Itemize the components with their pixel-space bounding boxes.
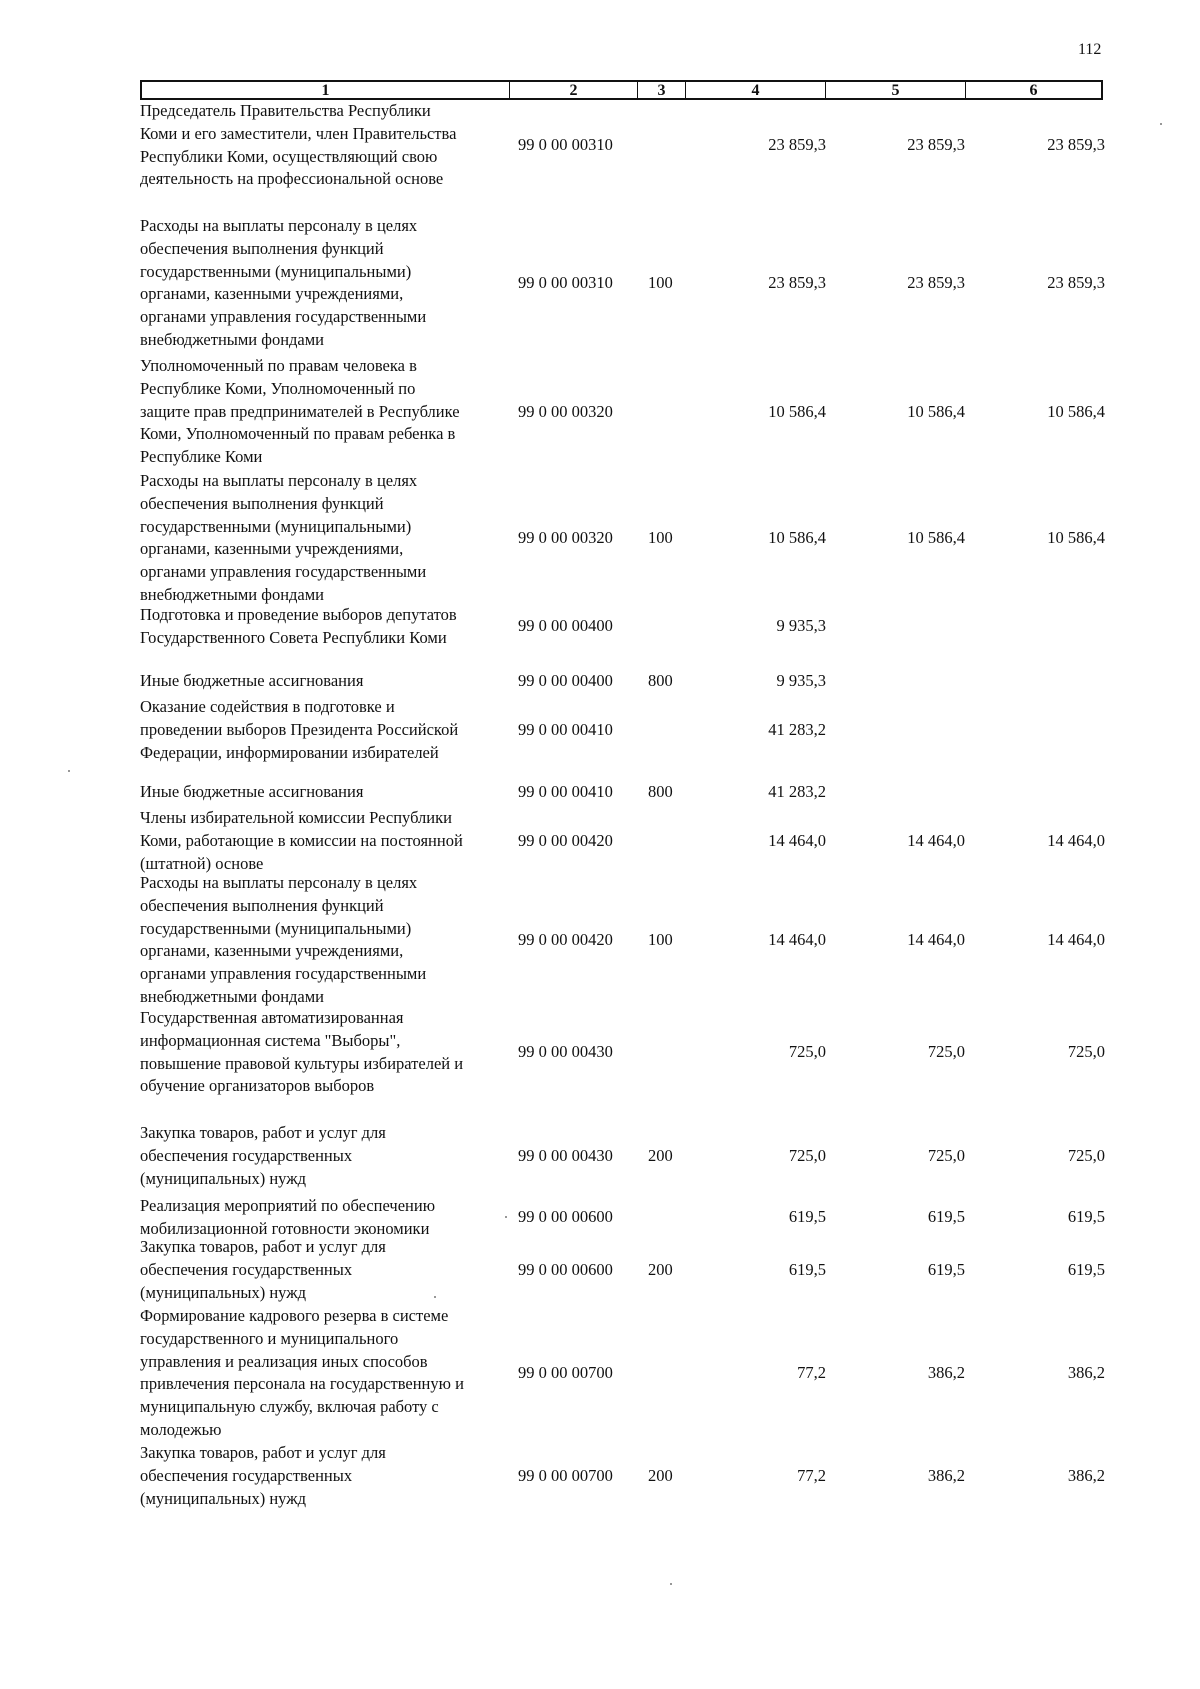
description-line: органами управления государственными bbox=[140, 562, 427, 582]
description-line: обеспечения выполнения функций bbox=[140, 895, 384, 915]
description-line: Уполномоченный по правам человека в bbox=[140, 356, 417, 375]
description-line: обеспечения государственных bbox=[140, 1465, 353, 1485]
row-description bbox=[140, 1007, 510, 1098]
row-code: 99 0 00 00700 bbox=[518, 1465, 613, 1485]
row-description bbox=[140, 215, 510, 352]
row-code: 99 0 00 00430 bbox=[518, 1145, 613, 1165]
row-value-col5: 14 464,0 bbox=[907, 930, 965, 949]
description-line: Коми, Уполномоченный по правам ребенка в bbox=[140, 424, 456, 444]
row-value-col6: 10 586,4 bbox=[1047, 401, 1105, 421]
description-line: внебюджетными фондами bbox=[140, 986, 325, 1006]
description-line: Оказание содействия в подготовке и bbox=[140, 697, 395, 716]
description-line: обеспечения выполнения функций bbox=[140, 238, 384, 258]
description-line: органами, казенными учреждениями, bbox=[140, 284, 404, 304]
description-line: управления и реализация иных способов bbox=[140, 1351, 428, 1371]
row-value-col4: 77,2 bbox=[797, 1363, 826, 1382]
row-expense-type: 100 bbox=[648, 528, 673, 547]
description-line: Федерации, информировании избирателей bbox=[140, 742, 439, 762]
description-line: Республике Коми, Уполномоченный по bbox=[140, 378, 416, 398]
scan-speck bbox=[434, 1296, 436, 1298]
row-value-col5: 725,0 bbox=[927, 1145, 965, 1165]
description-line: проведении выборов Президента Российской bbox=[140, 719, 459, 739]
description-line: Коми и его заместители, член Правительства bbox=[140, 123, 457, 143]
row-code: 99 0 00 00700 bbox=[518, 1363, 613, 1382]
row-value-col4: 23 859,3 bbox=[768, 135, 826, 155]
row-value-col5: 14 464,0 bbox=[907, 830, 965, 850]
row-code: 99 0 00 00410 bbox=[518, 782, 613, 801]
row-description bbox=[140, 355, 510, 469]
description-line: мобилизационной готовности экономики bbox=[140, 1218, 430, 1238]
row-code: 99 0 00 00310 bbox=[518, 273, 613, 292]
row-description bbox=[140, 781, 510, 804]
row-code: 99 0 00 00400 bbox=[518, 671, 613, 690]
row-code: 99 0 00 00600 bbox=[518, 1207, 613, 1227]
row-expense-type: 800 bbox=[648, 671, 673, 690]
description-line: государственными (муниципальными) bbox=[140, 918, 412, 938]
row-code: 99 0 00 00320 bbox=[518, 528, 613, 547]
row-value-col4: 77,2 bbox=[797, 1465, 826, 1485]
column-header-4: 4 bbox=[686, 82, 826, 98]
description-line: внебюджетными фондами bbox=[140, 329, 325, 349]
description-line: Государственная автоматизированная bbox=[140, 1008, 404, 1027]
description-line: Государственного Совета Республики Коми bbox=[140, 627, 447, 647]
row-value-col5: 619,5 bbox=[927, 1259, 965, 1279]
row-code: 99 0 00 00430 bbox=[518, 1042, 613, 1062]
description-line: Закупка товаров, работ и услуг для bbox=[140, 1443, 386, 1462]
row-value-col4: 9 935,3 bbox=[776, 671, 826, 690]
description-line: Члены избирательной комиссии Республики bbox=[140, 808, 452, 827]
description-line: Председатель Правительства Республики bbox=[140, 101, 431, 120]
description-line: обеспечения выполнения функций bbox=[140, 493, 384, 513]
description-line: Реализация мероприятий по обеспечению bbox=[140, 1196, 436, 1215]
description-line: молодежью bbox=[140, 1419, 222, 1439]
row-value-col5: 619,5 bbox=[927, 1207, 965, 1227]
row-description bbox=[140, 872, 510, 1009]
scan-speck bbox=[670, 1583, 672, 1585]
description-line: муниципальную службу, включая работу с bbox=[140, 1397, 439, 1417]
row-expense-type: 200 bbox=[648, 1259, 673, 1279]
row-code: 99 0 00 00420 bbox=[518, 830, 613, 850]
row-description bbox=[140, 807, 510, 875]
description-line: государственными (муниципальными) bbox=[140, 261, 412, 281]
row-value-col5: 23 859,3 bbox=[907, 135, 965, 155]
row-code: 99 0 00 00600 bbox=[518, 1259, 613, 1279]
column-header-5: 5 bbox=[826, 82, 966, 98]
row-value-col4: 725,0 bbox=[788, 1145, 826, 1165]
description-line: государственными (муниципальными) bbox=[140, 516, 412, 536]
row-expense-type: 100 bbox=[648, 273, 673, 292]
row-code: 99 0 00 00310 bbox=[518, 135, 613, 155]
description-line: Расходы на выплаты персоналу в целях bbox=[140, 471, 418, 490]
row-value-col5: 23 859,3 bbox=[907, 273, 965, 292]
description-line: Закупка товаров, работ и услуг для bbox=[140, 1237, 386, 1256]
page-number: 112 bbox=[1078, 41, 1102, 58]
row-value-col6: 725,0 bbox=[1067, 1042, 1105, 1062]
description-line: повышение правовой культуры избирателей и bbox=[140, 1053, 464, 1073]
description-line: защите прав предпринимателей в Республике bbox=[140, 401, 460, 421]
row-value-col4: 23 859,3 bbox=[768, 273, 826, 292]
scan-speck bbox=[505, 1216, 507, 1218]
row-code: 99 0 00 00320 bbox=[518, 401, 613, 421]
row-description bbox=[140, 1442, 510, 1510]
column-header-3: 3 bbox=[638, 82, 686, 98]
description-line: Закупка товаров, работ и услуг для bbox=[140, 1123, 386, 1142]
row-value-col5: 725,0 bbox=[927, 1042, 965, 1062]
description-line: Расходы на выплаты персоналу в целях bbox=[140, 216, 418, 235]
row-value-col4: 725,0 bbox=[788, 1042, 826, 1062]
description-line: государственного и муниципального bbox=[140, 1328, 399, 1348]
description-line: обучение организаторов выборов bbox=[140, 1076, 375, 1096]
row-value-col6: 23 859,3 bbox=[1047, 135, 1105, 155]
row-value-col6: 10 586,4 bbox=[1047, 528, 1105, 547]
description-line: обеспечения государственных bbox=[140, 1145, 353, 1165]
row-description bbox=[140, 1195, 510, 1241]
description-line: внебюджетными фондами bbox=[140, 584, 325, 604]
description-line: Республики Коми, осуществляющий свою bbox=[140, 146, 438, 166]
description-line: Подготовка и проведение выборов депутатов bbox=[140, 605, 457, 624]
row-code: 99 0 00 00420 bbox=[518, 930, 613, 949]
row-description bbox=[140, 1122, 510, 1190]
row-value-col4: 41 283,2 bbox=[768, 719, 826, 739]
row-description bbox=[140, 1305, 510, 1442]
row-value-col5: 10 586,4 bbox=[907, 401, 965, 421]
description-line: (муниципальных) нужд bbox=[140, 1488, 307, 1508]
scan-speck bbox=[68, 770, 70, 772]
row-value-col5: 386,2 bbox=[927, 1465, 965, 1485]
row-code: 99 0 00 00400 bbox=[518, 616, 613, 636]
row-value-col6: 619,5 bbox=[1067, 1207, 1105, 1227]
row-value-col6: 725,0 bbox=[1067, 1145, 1105, 1165]
row-description bbox=[140, 1236, 510, 1304]
description-line: органами, казенными учреждениями, bbox=[140, 539, 404, 559]
description-line: Иные бюджетные ассигнования bbox=[140, 671, 364, 690]
description-line: Иные бюджетные ассигнования bbox=[140, 782, 364, 801]
column-header-1: 1 bbox=[142, 82, 510, 98]
row-value-col6: 619,5 bbox=[1067, 1259, 1105, 1279]
row-value-col4: 10 586,4 bbox=[768, 528, 826, 547]
description-line: информационная система "Выборы", bbox=[140, 1030, 401, 1050]
description-line: органами, казенными учреждениями, bbox=[140, 941, 404, 961]
row-value-col6: 386,2 bbox=[1067, 1465, 1105, 1485]
row-description bbox=[140, 604, 510, 650]
description-line: (муниципальных) нужд bbox=[140, 1282, 307, 1302]
row-expense-type: 200 bbox=[648, 1145, 673, 1165]
row-expense-type: 800 bbox=[648, 782, 673, 801]
description-line: привлечения персонала на государственную и bbox=[140, 1374, 464, 1394]
description-line: Формирование кадрового резерва в системе bbox=[140, 1306, 449, 1325]
row-value-col6: 14 464,0 bbox=[1047, 930, 1105, 949]
row-value-col4: 10 586,4 bbox=[768, 401, 826, 421]
row-description bbox=[140, 470, 510, 607]
row-value-col4: 619,5 bbox=[788, 1259, 826, 1279]
row-value-col6: 23 859,3 bbox=[1047, 273, 1105, 292]
description-line: Республике Коми bbox=[140, 447, 263, 467]
row-value-col4: 619,5 bbox=[788, 1207, 826, 1227]
description-line: обеспечения государственных bbox=[140, 1259, 353, 1279]
row-value-col5: 386,2 bbox=[927, 1363, 965, 1382]
description-line: деятельность на профессиональной основе bbox=[140, 169, 444, 189]
row-value-col4: 14 464,0 bbox=[768, 830, 826, 850]
row-description bbox=[140, 670, 510, 693]
scan-speck bbox=[1160, 123, 1162, 125]
table-header bbox=[140, 80, 1103, 100]
description-line: Расходы на выплаты персоналу в целях bbox=[140, 873, 418, 892]
row-expense-type: 100 bbox=[648, 930, 673, 949]
description-line: (штатной) основе bbox=[140, 853, 264, 873]
column-header-2: 2 bbox=[510, 82, 638, 98]
column-header-6: 6 bbox=[1029, 82, 1038, 99]
row-value-col6: 14 464,0 bbox=[1047, 830, 1105, 850]
row-expense-type: 200 bbox=[648, 1465, 673, 1485]
row-value-col4: 9 935,3 bbox=[776, 616, 826, 636]
row-value-col5: 10 586,4 bbox=[907, 528, 965, 547]
description-line: (муниципальных) нужд bbox=[140, 1168, 307, 1188]
row-description bbox=[140, 100, 510, 191]
row-value-col6: 386,2 bbox=[1067, 1363, 1105, 1382]
row-value-col4: 14 464,0 bbox=[768, 930, 826, 949]
description-line: органами управления государственными bbox=[140, 964, 427, 984]
description-line: органами управления государственными bbox=[140, 307, 427, 327]
description-line: Коми, работающие в комиссии на постоянной bbox=[140, 830, 463, 850]
row-code: 99 0 00 00410 bbox=[518, 719, 613, 739]
row-value-col4: 41 283,2 bbox=[768, 782, 826, 801]
row-description bbox=[140, 696, 510, 764]
